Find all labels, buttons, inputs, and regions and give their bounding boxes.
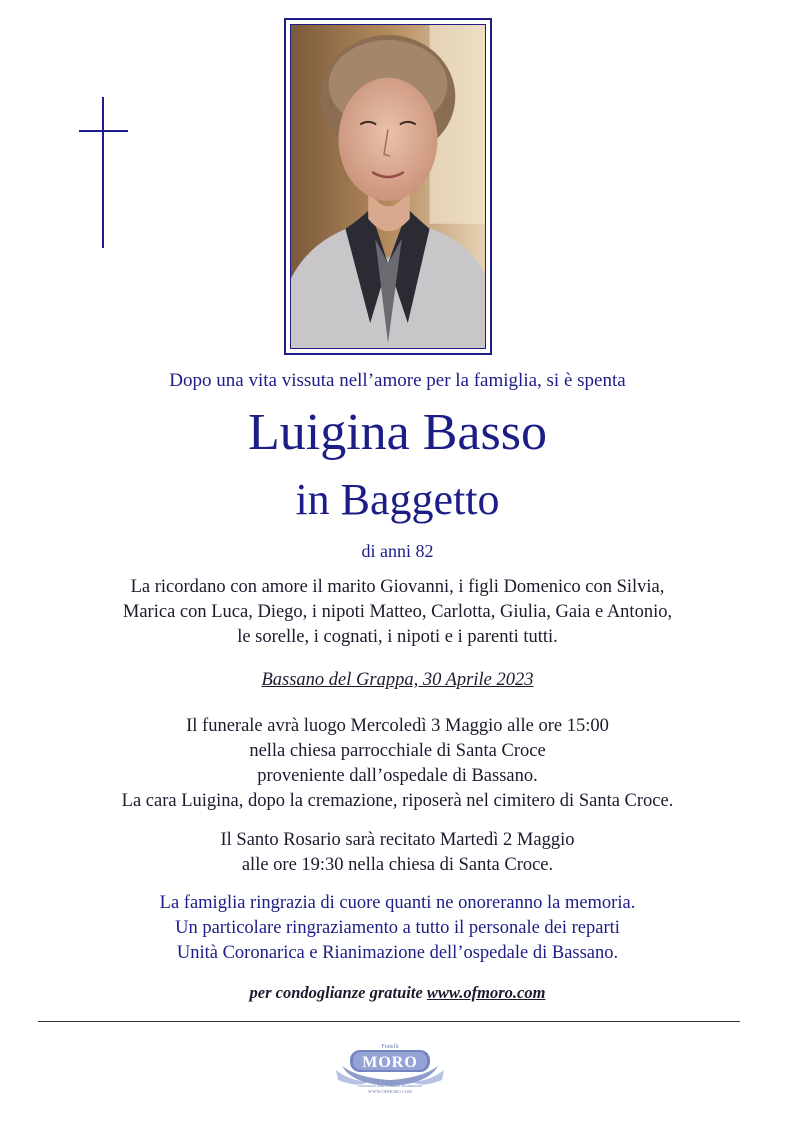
thanks-line: Unità Coronarica e Rianimazione dell’ospedale di Bassano. — [176, 943, 619, 963]
portrait-photo — [284, 18, 492, 355]
divider — [38, 1021, 740, 1022]
logo-tagline: ASSISTENZA DIRETTA SENZA INTERMEDIARI — [357, 1084, 423, 1088]
hands-logo-icon — [328, 1040, 452, 1096]
mourners-paragraph — [0, 575, 795, 650]
moro-logo — [328, 1040, 452, 1096]
condolences-link[interactable]: www.ofmoro.com — [426, 983, 546, 1002]
funeral-line: proveniente dall’ospedale di Bassano. — [257, 766, 538, 786]
condolences-label: per condoglianze gratuite — [249, 983, 423, 1002]
cross-icon-horizontal — [79, 130, 128, 132]
logo-small-top: Fratelli — [381, 1044, 399, 1050]
intro-text: Dopo una vita vissuta nell’amore per la famiglia, si è spenta — [169, 370, 626, 391]
thanks-paragraph — [0, 891, 795, 966]
funeral-line: Il funerale avrà luogo Mercoledì 3 Maggio alle ore 15:00 — [186, 716, 609, 736]
logo-url: WWW.OFMORO.COM — [367, 1089, 413, 1094]
married-name: in Baggetto — [295, 475, 500, 524]
deceased-name: Luigina Basso — [248, 404, 547, 461]
cross-icon-vertical — [102, 97, 104, 248]
funeral-paragraph — [0, 714, 795, 814]
thanks-line: La famiglia ringrazia di cuore quanti ne onoreranno la memoria. — [159, 893, 636, 913]
place-date — [0, 670, 795, 691]
thanks-line: Un particolare ringraziamento a tutto il personale dei reparti — [175, 918, 620, 938]
portrait-illustration — [291, 25, 485, 348]
mourners-line: Marica con Luca, Diego, i nipoti Matteo, Carlotta, Giulia, Gaia e Antonio, — [122, 602, 673, 622]
condolences-line — [0, 983, 795, 1003]
mourners-line: La ricordano con amore il marito Giovanni, i figli Domenico con Silvia, — [130, 577, 665, 597]
rosary-line: alle ore 19:30 nella chiesa di Santa Croce. — [241, 855, 554, 875]
portrait-image — [290, 24, 486, 349]
age-text: di anni 82 — [361, 541, 434, 561]
rosary-line: Il Santo Rosario sarà recitato Martedì 2 Maggio — [220, 830, 575, 850]
rosary-paragraph — [0, 828, 795, 878]
mourners-line: le sorelle, i cognati, i nipoti e i parenti tutti. — [237, 627, 558, 647]
funeral-line: nella chiesa parrocchiale di Santa Croce — [249, 741, 546, 761]
logo-brand: MORO — [362, 1054, 418, 1071]
place-date-text: Bassano del Grappa, 30 Aprile 2023 — [261, 670, 534, 690]
funeral-line: La cara Luigina, dopo la cremazione, riposerà nel cimitero di Santa Croce. — [121, 791, 674, 811]
